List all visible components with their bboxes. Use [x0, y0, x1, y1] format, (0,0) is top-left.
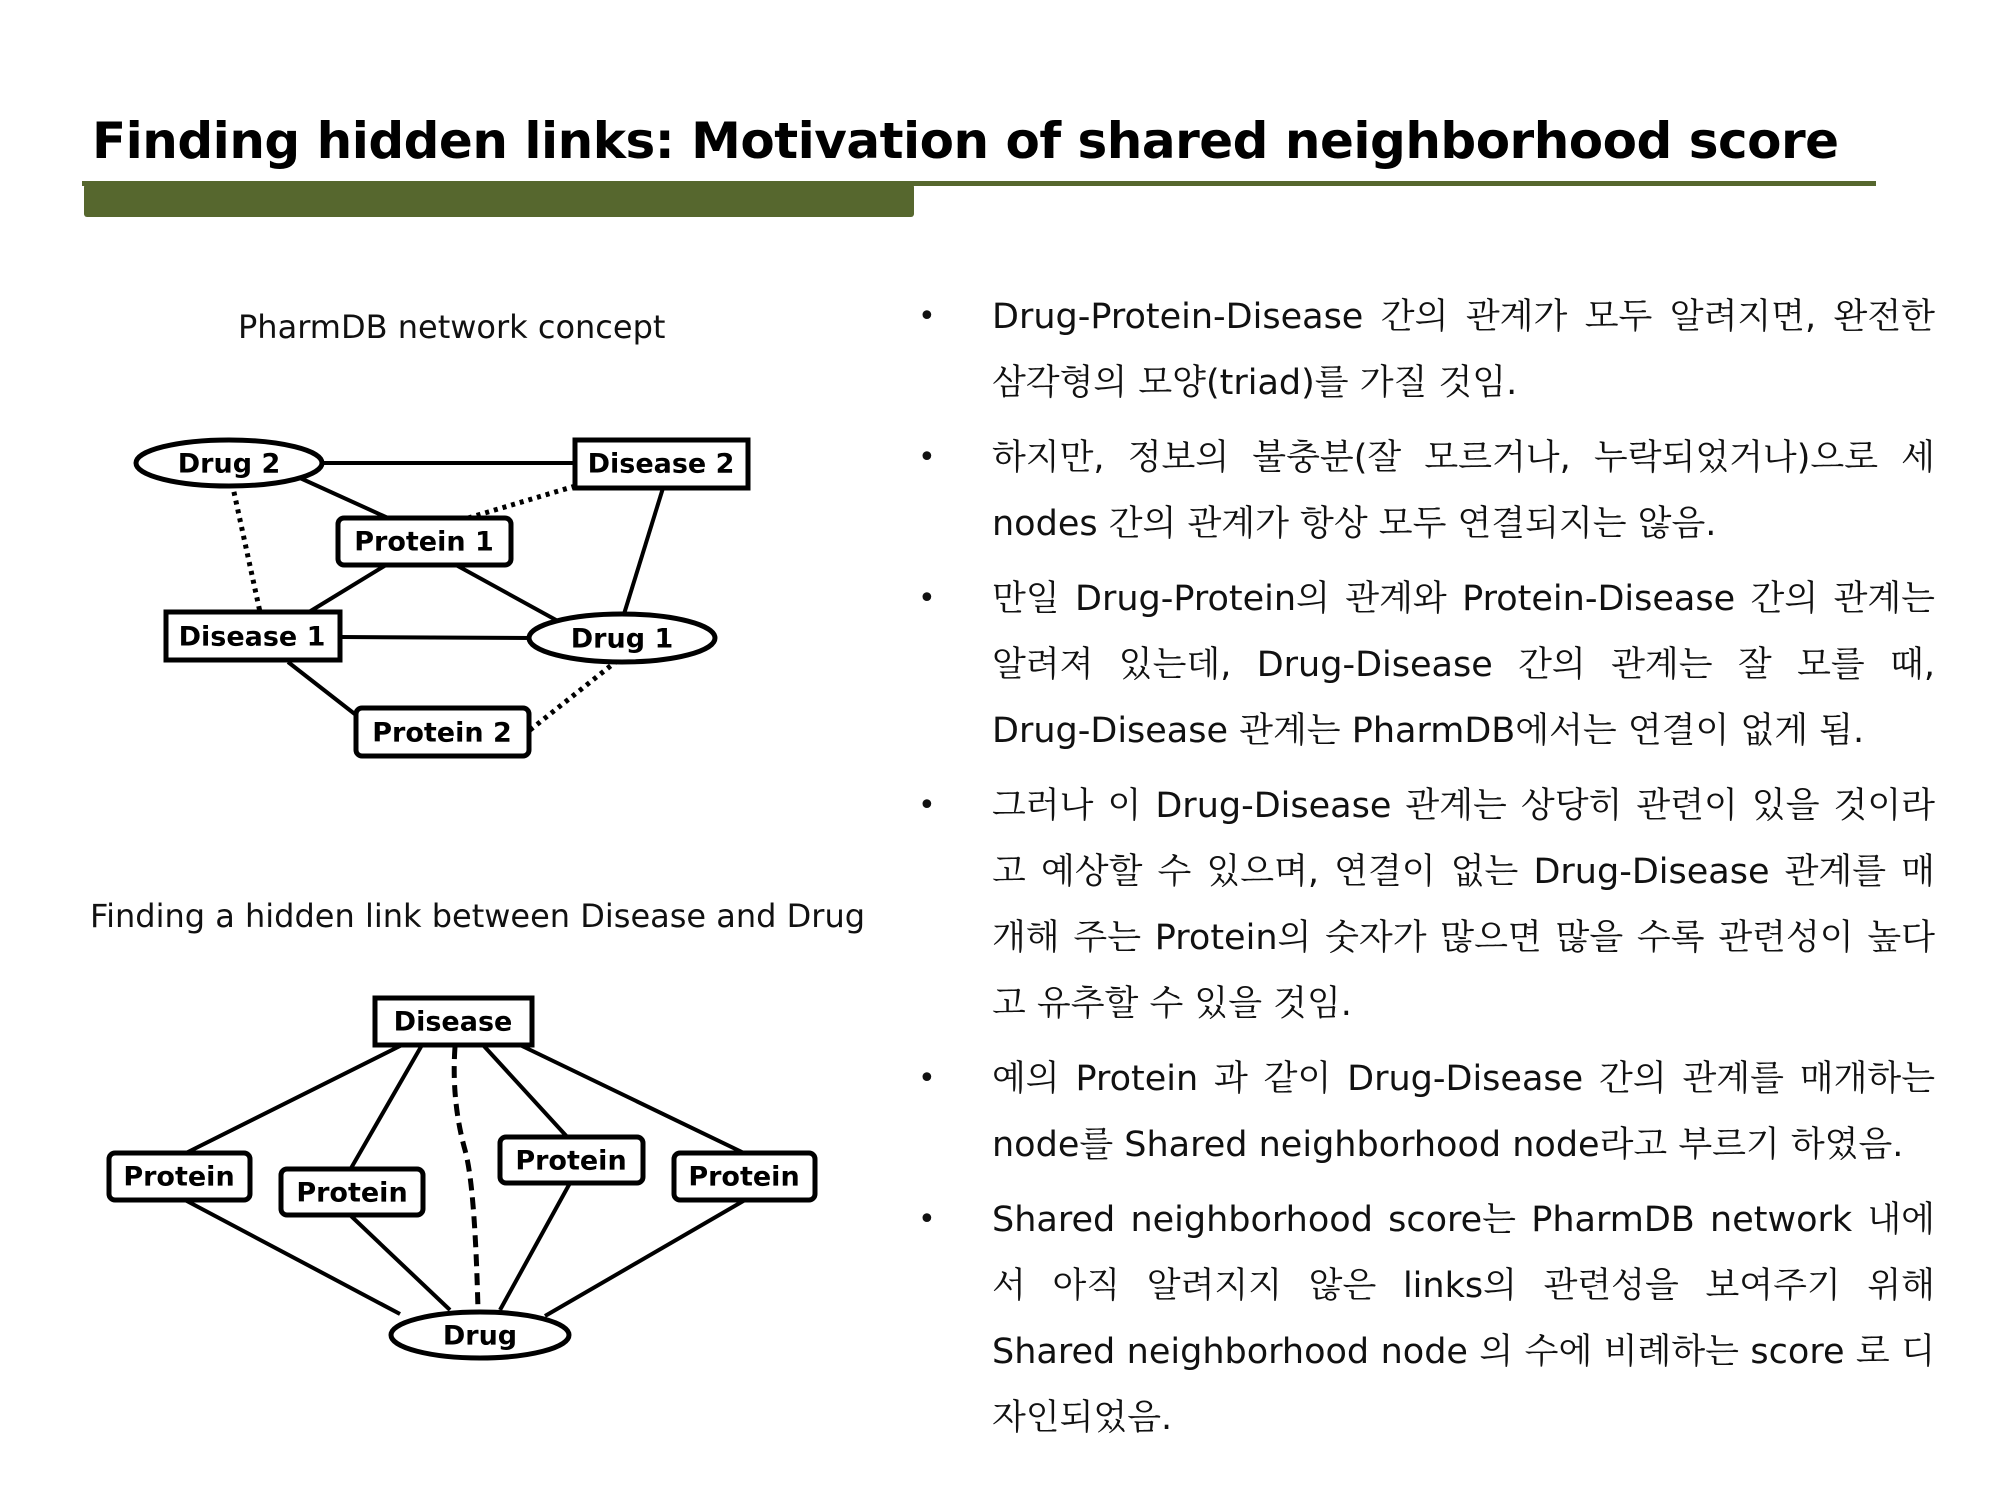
node-label: Drug: [442, 1320, 518, 1352]
node-label: Protein 1: [354, 526, 494, 558]
bullet-symbol: •: [918, 1061, 936, 1096]
node-label: Drug 2: [177, 448, 281, 480]
bullet-text: 예의 Protein 과 같이 Drug-Disease 간의 관계를 매개하는 node를 Shared neighborhood node라고 부르기 하였음.: [992, 1059, 1935, 1165]
bullet-text: Shared neighborhood score는 PharmDB network 내에서 아직 알려지지 않은 links의 관련성을 보여주기 위해 Shared neighborhood node 의 수에 비례하는 score 로 디자인되었음.: [992, 1200, 1935, 1438]
bullet-symbol: •: [918, 581, 936, 616]
diagram1-node-disease2: [575, 440, 748, 488]
edge-protein1-drug1: [456, 565, 556, 620]
diagram2-node-protein-a: [109, 1153, 250, 1200]
bullet-symbol: •: [918, 440, 936, 475]
diagram2-node-protein-b: [281, 1169, 423, 1215]
node-label: Protein 2: [372, 717, 512, 749]
bullet-item: [910, 1046, 1935, 1178]
node-label: Disease 2: [587, 448, 735, 480]
bullet-symbol: •: [918, 1202, 936, 1237]
bullet-item: [910, 566, 1935, 764]
edge-disease1-protein2: [288, 662, 356, 715]
bullet-symbol: •: [918, 788, 936, 823]
node-label: Drug 1: [570, 623, 674, 655]
edge-disease-drug-dashed: [454, 1047, 478, 1310]
node-label: Protein: [123, 1161, 235, 1193]
node-label: Protein: [688, 1161, 800, 1193]
diagram2-node-protein-c: [500, 1137, 643, 1183]
diagram1-edges: [232, 463, 663, 730]
diagram2-caption: Finding a hidden link between Disease and Drug: [90, 897, 866, 935]
bullet-list: [910, 284, 1935, 1460]
edge-disease2-drug1: [624, 488, 663, 614]
bullet-symbol: •: [918, 299, 936, 334]
edge-drug2-protein1: [300, 478, 388, 518]
diagram1-node-drug2: [136, 440, 322, 486]
edge-drug2-disease1-dotted: [232, 483, 260, 612]
bullet-text: 하지만, 정보의 불충분(잘 모르거나, 누락되었거나)으로 세 nodes 간의 관계가 항상 모두 연결되지는 않음.: [992, 438, 1935, 544]
node-label: Disease: [393, 1006, 513, 1038]
diagram2-node-drug: [391, 1312, 569, 1358]
diagram1-caption: PharmDB network concept: [238, 308, 666, 346]
diagram2-node-disease: [375, 998, 532, 1045]
edge-protein-c-drug: [500, 1183, 570, 1310]
edge-protein-d-drug: [545, 1200, 745, 1316]
bullet-text: Drug-Protein-Disease 간의 관계가 모두 알려지면, 완전한 삼각형의 모양(triad)를 가질 것임.: [992, 297, 1935, 403]
bullet-text: 만일 Drug-Protein의 관계와 Protein-Disease 간의 관계는 알려져 있는데, Drug-Disease 간의 관계는 잘 모를 때, Drug-Disease 관계는 PharmDB에서는 연결이 없게 됨.: [992, 579, 1935, 751]
edge-protein2-drug1-dotted: [530, 660, 618, 730]
slide-title: Finding hidden links: Motivation of shared neighborhood score: [92, 112, 1839, 170]
bullet-item: [910, 773, 1935, 1037]
diagram2-edges: [185, 1045, 748, 1316]
node-label: Disease 1: [178, 621, 326, 653]
diagram1-node-drug1: [529, 614, 715, 662]
diagram1-node-disease1: [166, 612, 340, 660]
node-label: Protein: [515, 1145, 627, 1177]
edge-protein1-disease1: [309, 565, 386, 612]
bullet-item: [910, 284, 1935, 416]
bullet-text: 그러나 이 Drug-Disease 관계는 상당히 관련이 있을 것이라고 예상할 수 있으며, 연결이 없는 Drug-Disease 관계를 매개해 주는 Protein의 숫자가 많으면 많을 수록 관련성이 높다고 유추할 수 있을 것임.: [992, 786, 1935, 1024]
bullet-item: [910, 1187, 1935, 1451]
diagram1-node-protein2: [356, 708, 529, 756]
node-label: Protein: [296, 1177, 408, 1209]
diagram2-node-protein-d: [674, 1153, 815, 1200]
edge-disease1-drug1: [340, 637, 532, 638]
diagram1-node-protein1: [338, 518, 511, 565]
edge-protein1-disease2-dotted: [468, 484, 582, 518]
edge-disease-protein-c: [483, 1045, 570, 1140]
bullet-item: [910, 425, 1935, 557]
